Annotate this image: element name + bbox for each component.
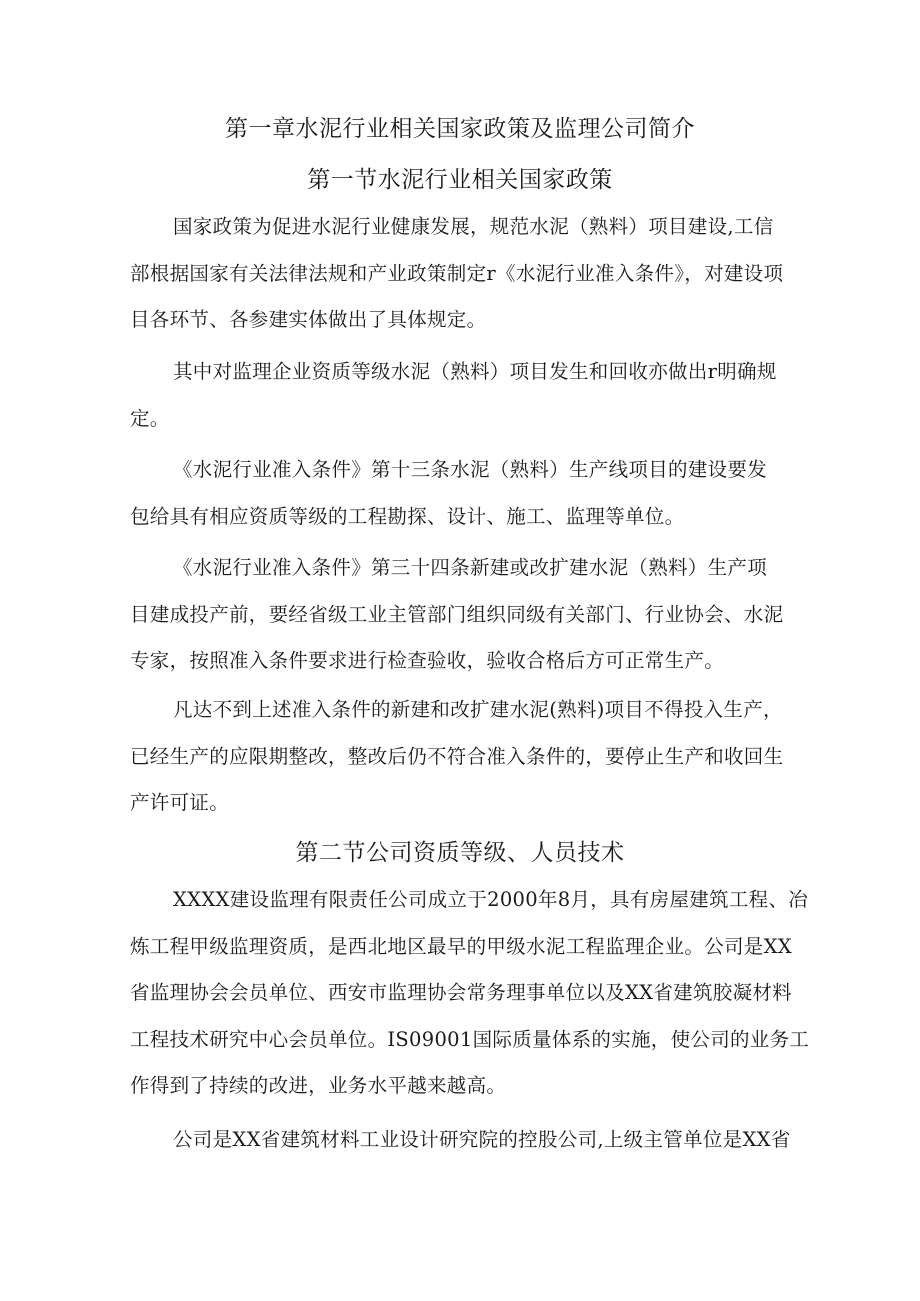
paragraph-line: 产许可证。	[130, 791, 230, 814]
paragraph-line: 定。	[130, 406, 170, 430]
paragraph-line: 炼工程甲级监理资质，是西北地区最早的甲级水泥工程监理企业。公司是XX	[130, 934, 792, 958]
paragraph	[130, 447, 790, 540]
paragraph-line: 工程技术研究中心会员单位。IS09001国际质量体系的实施，使公司的业务工	[130, 1027, 810, 1051]
paragraph-line: XXXX建设监理有限责任公司成立于2000年8月，具有房屋建筑工程、冶	[173, 888, 809, 911]
paragraph-line: 其中对监理企业资质等级水泥（熟料）项目发生和回收亦做出r明确规	[173, 360, 777, 383]
paragraph	[130, 687, 790, 827]
paragraph-line: 《水泥行业准入条件》第十三条水泥（熟料）生产线项目的建设要发	[173, 458, 768, 481]
paragraph	[130, 877, 810, 1110]
section-1-title: 第一节水泥行业相关国家政策	[307, 167, 613, 193]
paragraph-line: 部根据国家有关法律法规和产业政策制定r《水泥行业准入条件》，对建设项	[130, 261, 784, 285]
paragraph	[130, 349, 790, 442]
paragraph-line: 省监理协会会员单位、西安市监理协会常务理事单位以及XX省建筑胶凝材料	[130, 981, 792, 1004]
paragraph-line: 《水泥行业准入条件》第三十四条新建或改扩建水泥（熟料）生产项	[173, 556, 768, 579]
paragraph-line: 国家政策为促进水泥行业健康发展，规范水泥（熟料）项目建设,工信	[173, 215, 774, 238]
paragraph-line: 作得到了持续的改进，业务水平越来越高。	[130, 1074, 507, 1097]
paragraph-line: 目建成投产前，要经省级工业主管部门组织同级有关部门、行业协会、水泥	[130, 602, 784, 626]
paragraph-line: 包给具有相应资质等级的工程勘探、设计、施工、监理等单位。	[130, 504, 685, 528]
paragraph	[130, 204, 790, 344]
paragraph-line: 已经生产的应限期整改，整改后仍不符合准入条件的，要停止生产和收回生	[130, 744, 784, 768]
paragraph-line: 凡达不到上述准入条件的新建和改扩建水泥(熟料)项目不得投入生产，	[173, 698, 783, 721]
paragraph	[130, 1117, 790, 1164]
paragraph-line: 公司是XX省建筑材料工业设计研究院的控股公司,上级主管单位是XX省	[173, 1128, 791, 1151]
paragraph-line: 目各环节、各参建实体做出了具体规定。	[130, 308, 487, 331]
chapter-title: 第一章水泥行业相关国家政策及监理公司简介	[225, 116, 695, 142]
paragraph-line: 专家，按照准入条件要求进行检查验收，验收合格后方可正常生产。	[130, 649, 725, 672]
paragraph	[130, 545, 790, 685]
section-2-title: 第二节公司资质等级、人员技术	[295, 840, 625, 866]
